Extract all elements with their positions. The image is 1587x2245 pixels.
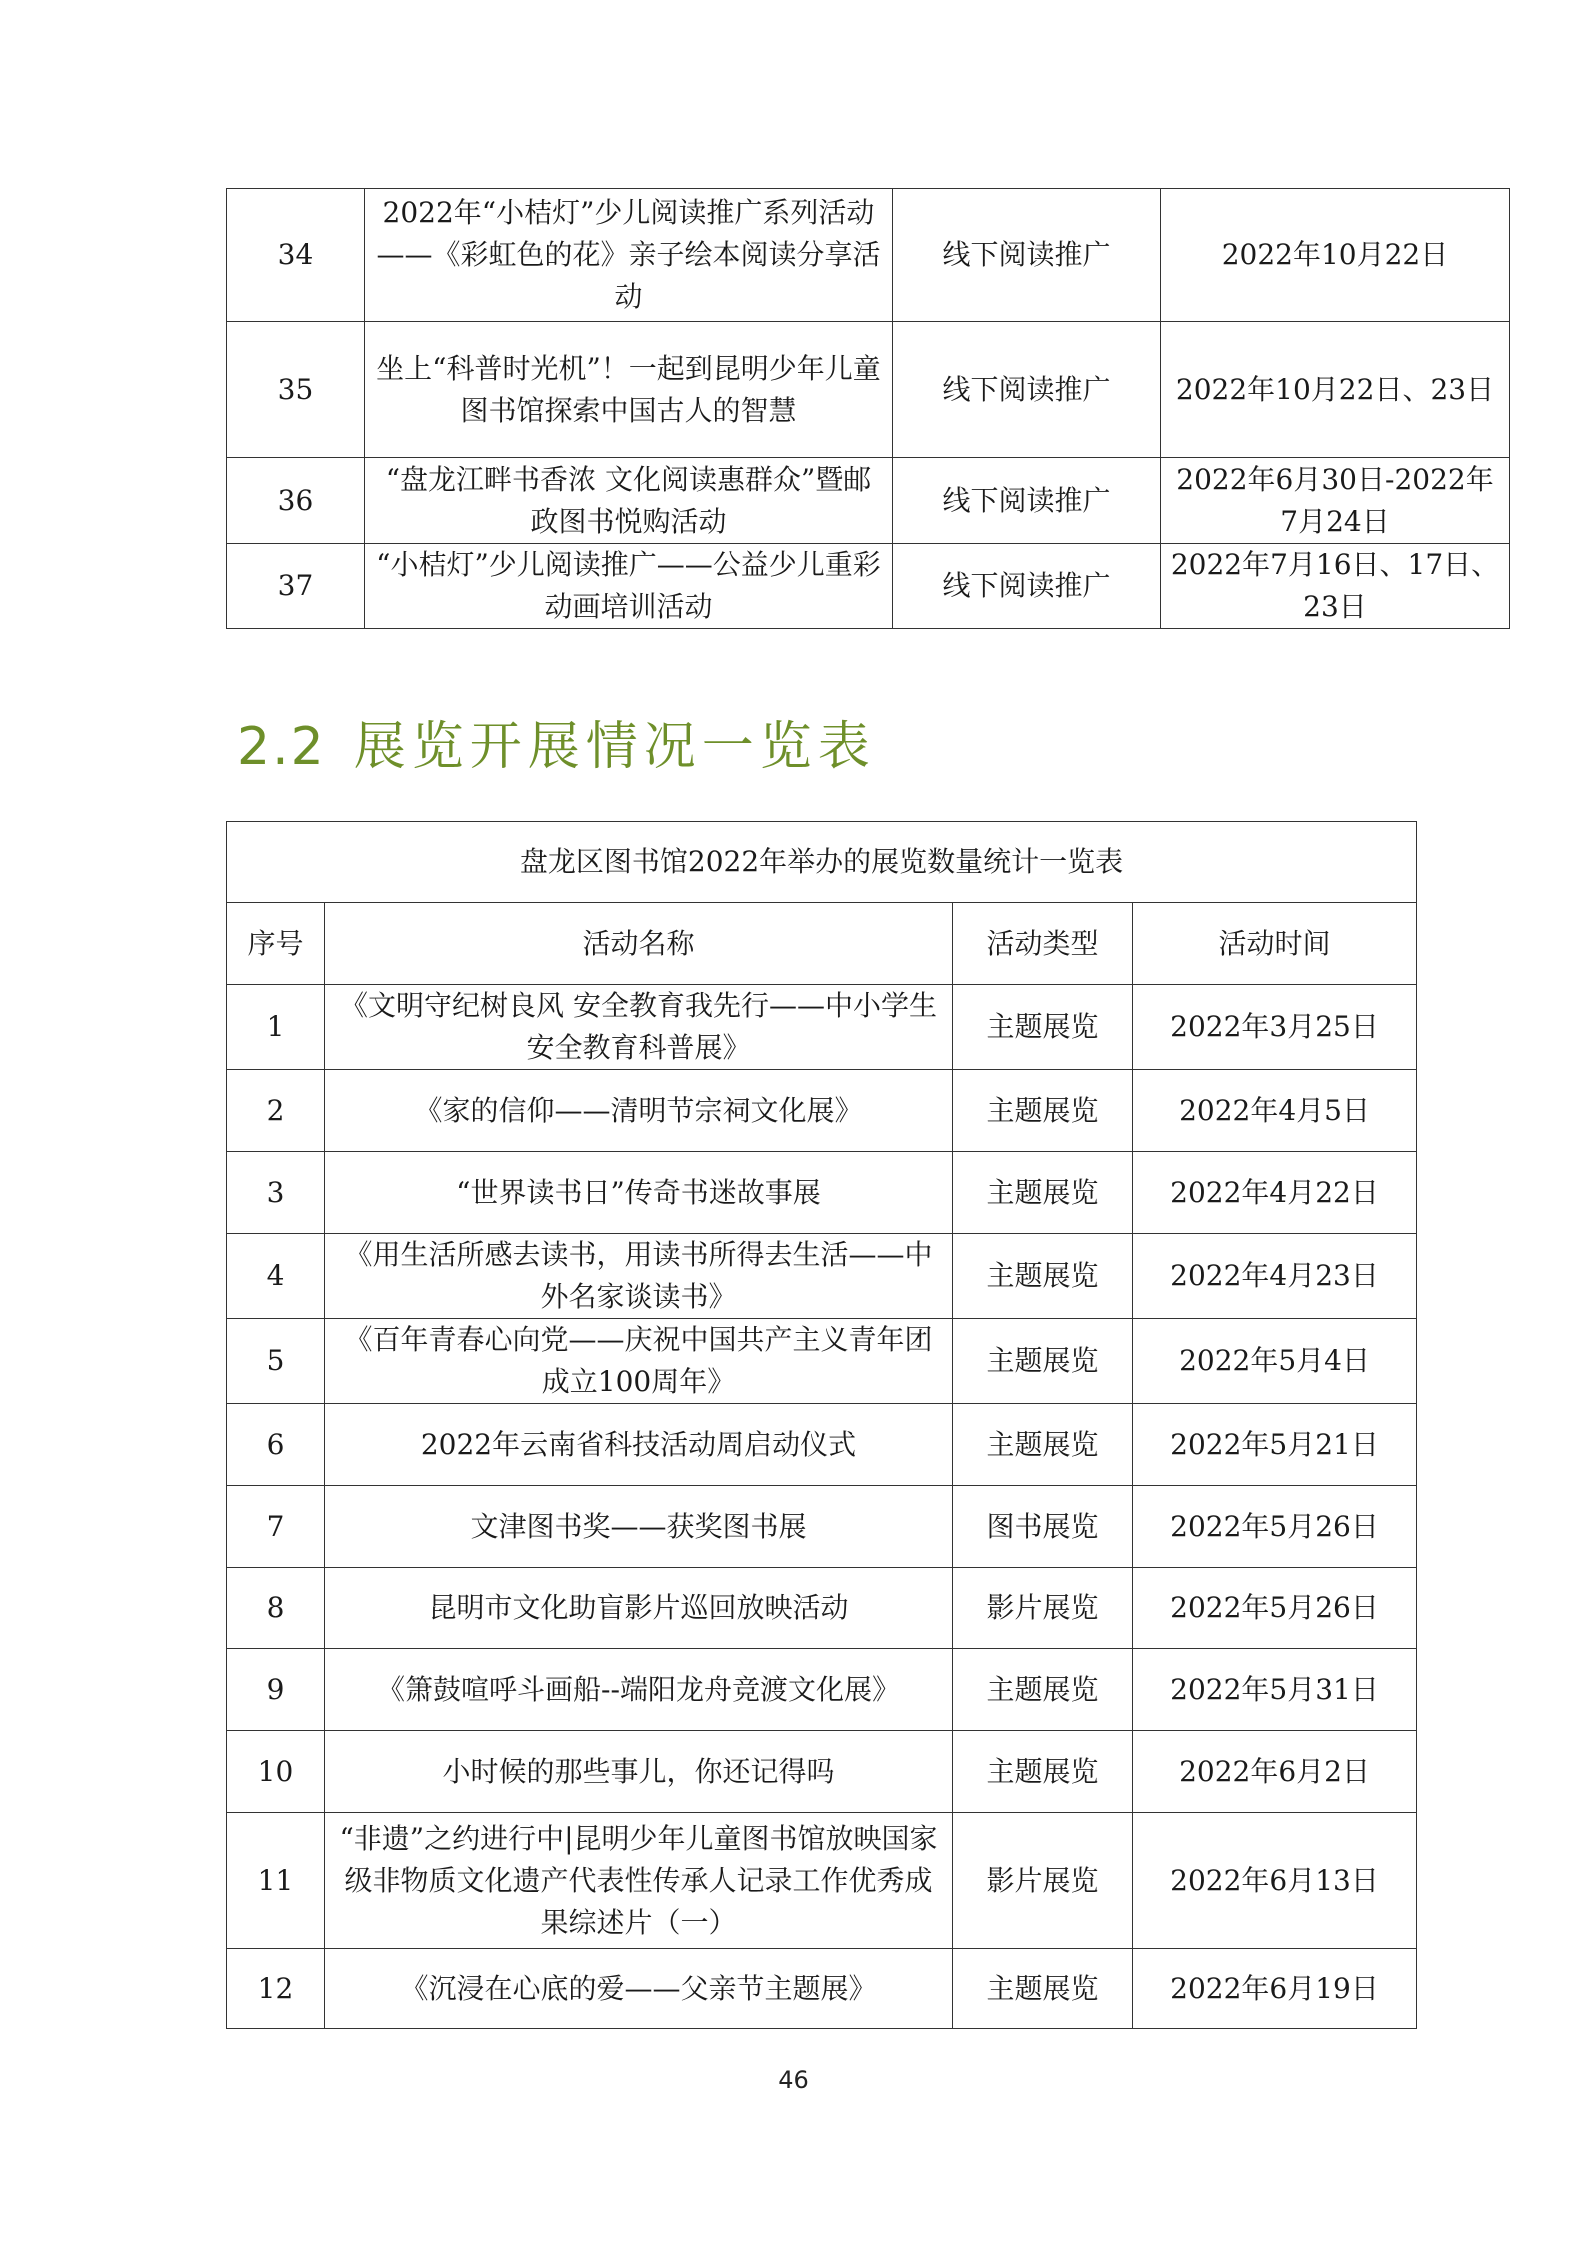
activity-type: 线下阅读推广: [893, 544, 1161, 629]
exhibit-type: 主题展览: [953, 1404, 1133, 1486]
exhibit-type: 主题展览: [953, 1731, 1133, 1813]
table-row: [227, 1319, 1417, 1404]
exhibit-name: 《家的信仰——清明节宗祠文化展》: [325, 1070, 953, 1152]
table-row: [227, 544, 1510, 629]
exhibit-type: 图书展览: [953, 1486, 1133, 1568]
table-header-row: [227, 903, 1417, 985]
activity-name: “盘龙江畔书香浓 文化阅读惠群众”暨邮政图书悦购活动: [365, 458, 893, 544]
header-number: 序号: [227, 903, 325, 985]
exhibit-name: 《文明守纪树良风 安全教育我先行——中小学生安全教育科普展》: [325, 985, 953, 1070]
table-row: [227, 322, 1510, 458]
exhibit-type: 主题展览: [953, 1319, 1133, 1404]
row-number: 8: [227, 1568, 325, 1649]
exhibit-type: 主题展览: [953, 1070, 1133, 1152]
table-row: [227, 1070, 1417, 1152]
exhibit-type: 主题展览: [953, 1649, 1133, 1731]
exhibit-time: 2022年4月23日: [1133, 1234, 1417, 1319]
activity-type: 线下阅读推广: [893, 322, 1161, 458]
table-caption: 盘龙区图书馆2022年举办的展览数量统计一览表: [227, 822, 1417, 903]
exhibit-type: 影片展览: [953, 1813, 1133, 1949]
exhibit-time: 2022年5月31日: [1133, 1649, 1417, 1731]
table-row: [227, 985, 1417, 1070]
row-number: 4: [227, 1234, 325, 1319]
page-number: 46: [778, 2066, 809, 2094]
activity-name: 2022年“小桔灯”少儿阅读推广系列活动——《彩虹色的花》亲子绘本阅读分享活动: [365, 189, 893, 322]
activity-name: “小桔灯”少儿阅读推广——公益少儿重彩动画培训活动: [365, 544, 893, 629]
exhibit-time: 2022年5月21日: [1133, 1404, 1417, 1486]
header-name: 活动名称: [325, 903, 953, 985]
exhibit-name: 2022年云南省科技活动周启动仪式: [325, 1404, 953, 1486]
exhibit-time: 2022年6月13日: [1133, 1813, 1417, 1949]
row-number: 6: [227, 1404, 325, 1486]
activity-type: 线下阅读推广: [893, 189, 1161, 322]
header-type: 活动类型: [953, 903, 1133, 985]
exhibit-name: 文津图书奖——获奖图书展: [325, 1486, 953, 1568]
reading-promotion-table: [226, 188, 1510, 629]
exhibit-time: 2022年3月25日: [1133, 985, 1417, 1070]
exhibit-name: 《沉浸在心底的爱——父亲节主题展》: [325, 1949, 953, 2029]
row-number: 1: [227, 985, 325, 1070]
row-number: 9: [227, 1649, 325, 1731]
exhibit-time: 2022年5月26日: [1133, 1486, 1417, 1568]
activity-time: 2022年10月22日、23日: [1161, 322, 1510, 458]
table-row: [227, 189, 1510, 322]
table-row: [227, 1949, 1417, 2029]
table-row: [227, 458, 1510, 544]
exhibit-name: “世界读书日”传奇书迷故事展: [325, 1152, 953, 1234]
exhibit-name: 《箫鼓喧呼斗画船--端阳龙舟竞渡文化展》: [325, 1649, 953, 1731]
exhibit-type: 主题展览: [953, 1152, 1133, 1234]
section-number: 2.2: [237, 717, 326, 777]
exhibit-type: 主题展览: [953, 1949, 1133, 2029]
row-number: 2: [227, 1070, 325, 1152]
row-number: 10: [227, 1731, 325, 1813]
table-row: [227, 1731, 1417, 1813]
exhibit-time: 2022年6月2日: [1133, 1731, 1417, 1813]
exhibit-name: 《用生活所感去读书，用读书所得去生活——中外名家谈读书》: [325, 1234, 953, 1319]
row-number: 3: [227, 1152, 325, 1234]
table-row: [227, 1486, 1417, 1568]
exhibit-name: “非遗”之约进行中|昆明少年儿童图书馆放映国家级非物质文化遗产代表性传承人记录工作优秀成果综述片（一）: [325, 1813, 953, 1949]
row-number: 7: [227, 1486, 325, 1568]
row-number: 35: [227, 322, 365, 458]
exhibit-time: 2022年6月19日: [1133, 1949, 1417, 2029]
exhibit-type: 影片展览: [953, 1568, 1133, 1649]
activity-time: 2022年7月16日、17日、23日: [1161, 544, 1510, 629]
exhibit-time: 2022年5月26日: [1133, 1568, 1417, 1649]
row-number: 11: [227, 1813, 325, 1949]
table-row: [227, 1813, 1417, 1949]
exhibition-table: [226, 821, 1417, 2029]
section-heading: [237, 704, 876, 779]
row-number: 12: [227, 1949, 325, 2029]
exhibit-name: 昆明市文化助盲影片巡回放映活动: [325, 1568, 953, 1649]
table-row: [227, 1568, 1417, 1649]
row-number: 5: [227, 1319, 325, 1404]
table-row: [227, 1404, 1417, 1486]
exhibit-type: 主题展览: [953, 1234, 1133, 1319]
exhibit-name: 《百年青春心向党——庆祝中国共产主义青年团成立100周年》: [325, 1319, 953, 1404]
activity-name: 坐上“科普时光机”！一起到昆明少年儿童图书馆探索中国古人的智慧: [365, 322, 893, 458]
section-title-text: 展览开展情况一览表: [353, 717, 876, 777]
activity-time: 2022年10月22日: [1161, 189, 1510, 322]
row-number: 34: [227, 189, 365, 322]
row-number: 37: [227, 544, 365, 629]
header-time: 活动时间: [1133, 903, 1417, 985]
table-row: [227, 1649, 1417, 1731]
activity-type: 线下阅读推广: [893, 458, 1161, 544]
row-number: 36: [227, 458, 365, 544]
table-row: [227, 1234, 1417, 1319]
table-caption-row: [227, 822, 1417, 903]
table-row: [227, 1152, 1417, 1234]
exhibit-type: 主题展览: [953, 985, 1133, 1070]
exhibit-time: 2022年5月4日: [1133, 1319, 1417, 1404]
exhibit-time: 2022年4月5日: [1133, 1070, 1417, 1152]
activity-time: 2022年6月30日-2022年7月24日: [1161, 458, 1510, 544]
exhibit-time: 2022年4月22日: [1133, 1152, 1417, 1234]
exhibit-name: 小时候的那些事儿，你还记得吗: [325, 1731, 953, 1813]
